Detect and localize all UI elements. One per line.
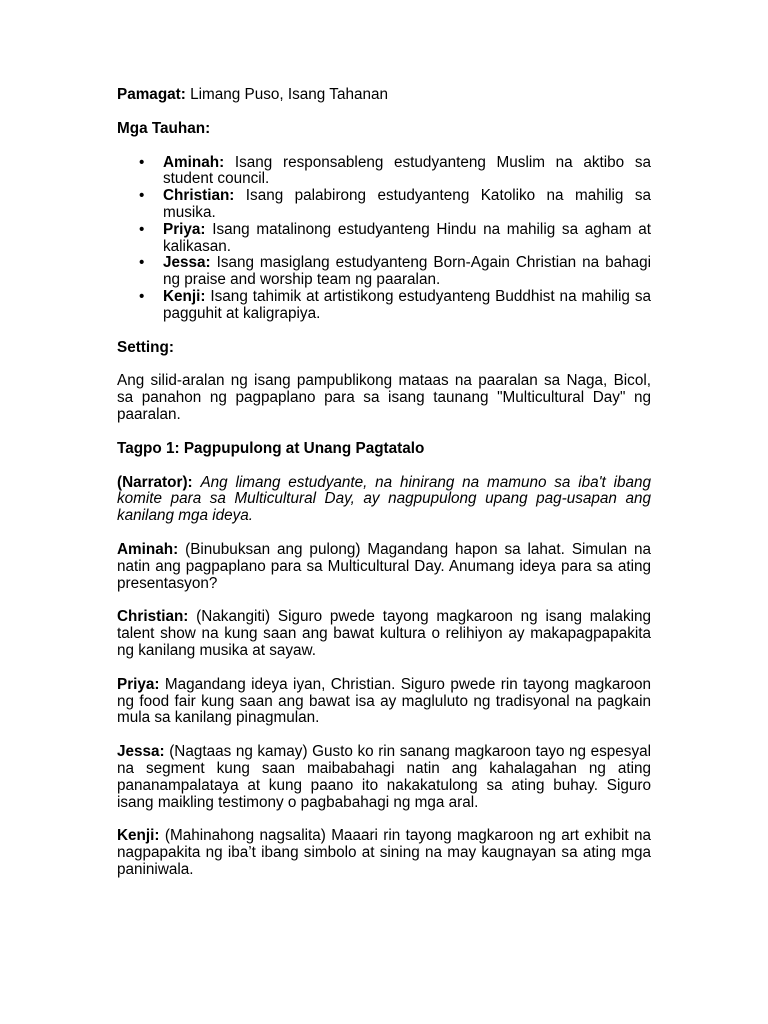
list-item — [117, 155, 651, 189]
dialogue-text: Magandang ideya iyan, Christian. Siguro pwede rin tayong magkaroon ng food fair kung saan ang bawat isa ay magluluto ng tradisyonal na pagkain mula sa kanilang pinagmulan. — [117, 675, 652, 727]
character-name: Aminah: — [163, 153, 225, 171]
cast-list — [117, 155, 651, 323]
character-description: Isang matalinong estudyanteng Hindu na mahilig sa agham at kalikasan. — [163, 220, 651, 255]
dialogue-text: (Nagtaas ng kamay) Gusto ko rin sanang magkaroon tayo ng espesyal na segment kung saan maibabahagi natin ang kahalagahan ng ating pananampalataya at kung paano ito nakakatulong sa ating buhay. Siguro isang maikling testimony o pagbabahagi ng mga aral. — [117, 743, 652, 811]
dialogue-line — [117, 828, 651, 878]
dialogue-line — [117, 542, 651, 592]
speaker-label: Aminah: — [117, 540, 179, 558]
bullet-icon: • — [139, 153, 145, 171]
list-item — [117, 222, 651, 256]
title-label: Pamagat: — [117, 86, 186, 103]
cast-heading: Mga Tauhan: — [117, 119, 211, 137]
list-item — [117, 188, 651, 222]
speaker-label: (Narrator): — [117, 473, 193, 491]
speaker-label: Jessa: — [117, 743, 165, 761]
narration-text: Ang limang estudyante, na hinirang na mamuno sa iba't ibang komite para sa Multicultural Day, ay nagpupulong upang pag-usapan ang kanilang mga ideya. — [117, 473, 652, 525]
bullet-icon: • — [139, 287, 145, 305]
bullet-icon: • — [139, 254, 145, 272]
list-item — [117, 289, 651, 323]
character-name: Priya: — [163, 220, 206, 238]
title-value: Limang Puso, Isang Tahanan — [190, 86, 388, 103]
dialogue-line — [117, 677, 651, 727]
title-line — [117, 87, 651, 104]
speaker-label: Christian: — [117, 608, 189, 626]
scene-heading: Tagpo 1: Pagpupulong at Unang Pagtatalo — [117, 439, 425, 457]
speaker-label: Kenji: — [117, 827, 160, 845]
bullet-icon: • — [139, 220, 145, 238]
setting-text: Ang silid-aralan ng isang pampublikong mataas na paaralan sa Naga, Bicol, sa panahon ng pagpaplano para sa isang taunang "Multicultural Day" ng paaralan. — [117, 372, 651, 423]
setting-heading: Setting: — [117, 338, 174, 356]
character-description: Isang masiglang estudyanteng Born-Again Christian na bahagi ng praise and worship team ng paaralan. — [163, 254, 652, 289]
character-description: Isang palabirong estudyanteng Katoliko na mahilig sa musika. — [163, 187, 651, 221]
character-name: Jessa: — [163, 254, 211, 272]
character-name: Kenji: — [163, 287, 206, 305]
dialogue-text: (Binubuksan ang pulong) Magandang hapon sa lahat. Simulan na natin ang pagpaplano para sa Multicultural Day. Anumang ideya para sa ating presentasyon? — [117, 540, 651, 592]
bullet-icon: • — [139, 187, 145, 205]
character-name: Christian: — [163, 187, 235, 205]
list-item — [117, 255, 651, 289]
dialogue-text: (Mahinahong nagsalita) Maaari rin tayong magkaroon ng art exhibit na nagpapakita ng iba’t ibang simbolo at sining na may kaugnayan sa ating mga paniniwala. — [117, 827, 651, 878]
character-description: Isang tahimik at artistikong estudyanteng Buddhist na mahilig sa pagguhit at kaligrapiya. — [163, 287, 651, 322]
document-body — [117, 87, 651, 879]
dialogue-line — [117, 609, 651, 659]
narrator-line — [117, 475, 651, 525]
dialogue-text: (Nakangiti) Siguro pwede tayong magkaroon ng isang malaking talent show na kung saan ang bawat kultura o relihiyon ay makapagpapakita ng kanilang musika at sayaw. — [117, 608, 652, 659]
dialogue-line — [117, 744, 651, 811]
character-description: Isang responsableng estudyanteng Muslim na aktibo sa student council. — [163, 153, 652, 188]
speaker-label: Priya: — [117, 675, 160, 693]
